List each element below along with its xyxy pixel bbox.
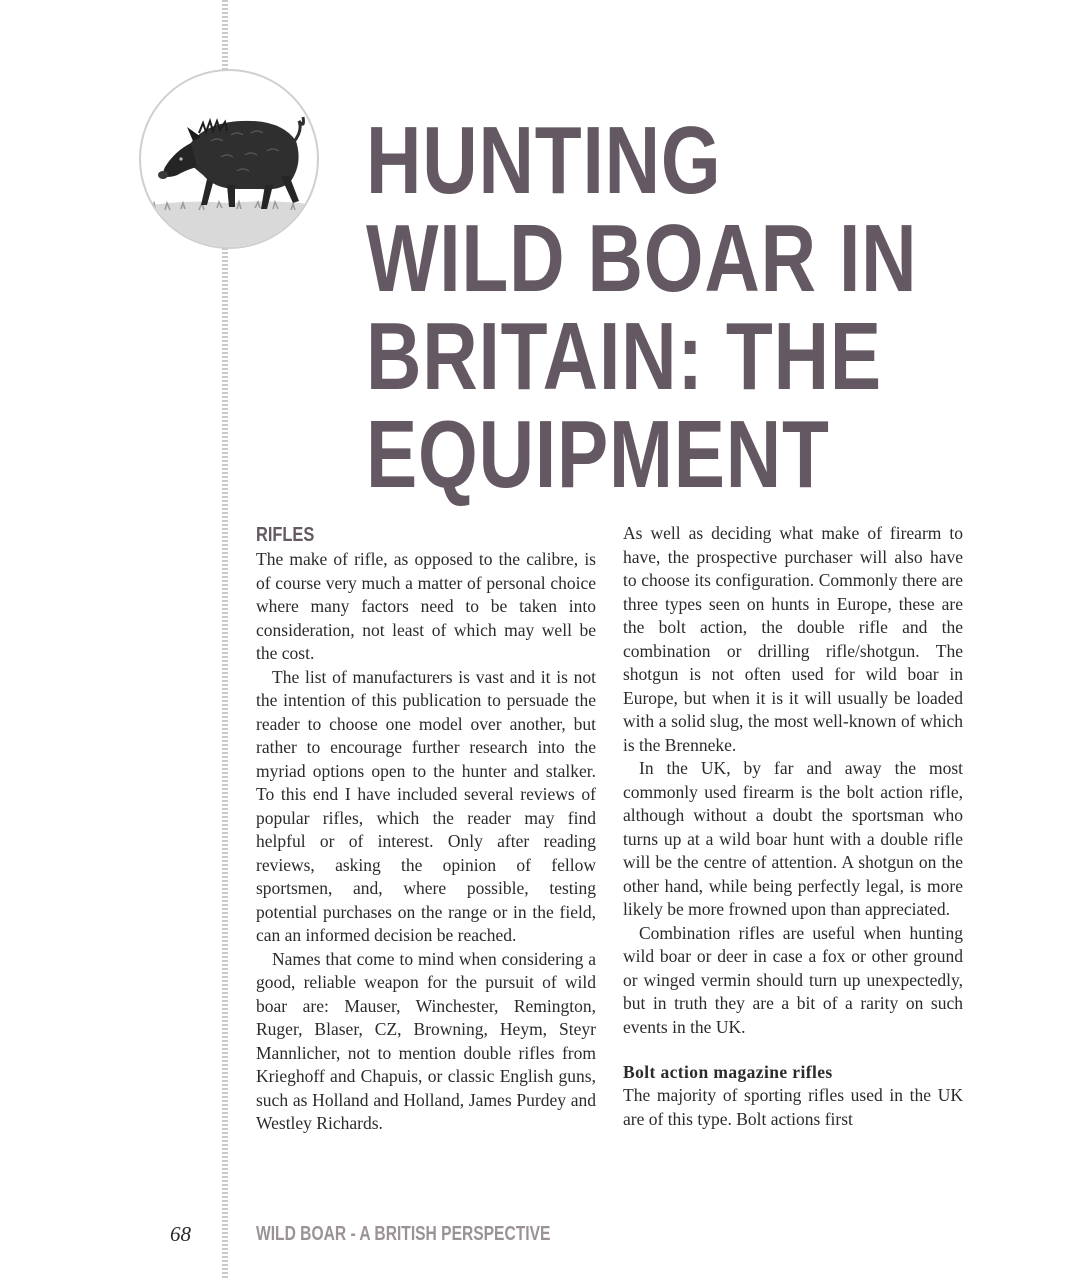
subheading-bolt-action: Bolt action magazine rifles xyxy=(623,1062,833,1082)
left-text-column xyxy=(256,522,596,1136)
body-paragraph: The majority of sporting rifles used in the UK are of this type. Bolt actions first xyxy=(623,1085,963,1129)
section-heading-rifles: RIFLES xyxy=(256,524,315,546)
body-paragraph: The make of rifle, as opposed to the calibre, is of course very much a matter of personal choice where many factors need to be taken into consideration, not least of which may well be the cost. xyxy=(256,549,596,663)
title-line-3: BRITAIN: THE xyxy=(366,303,882,410)
running-footer-title: WILD BOAR - A BRITISH PERSPECTIVE xyxy=(256,1223,551,1245)
article-title xyxy=(366,107,918,508)
page-number: 68 xyxy=(170,1222,191,1246)
body-paragraph: Combination rifles are useful when hunting wild boar or deer in case a fox or other ground or winged vermin should turn up unexpectedly, but in truth they are a bit of a rarity on such events in the UK. xyxy=(623,922,963,1037)
right-text-column xyxy=(623,522,963,1131)
body-paragraph: As well as deciding what make of firearm to have, the prospective purchaser will also have to choose its configuration. Commonly there are three types seen on hunts in Europe, these are the bolt action, the double rifle and the combination or drilling rifle/shotgun. The shotgun is not often used for wild boar in Europe, but when it is it will usually be loaded with a solid slug, the most well-known of which is the Brenneke. xyxy=(623,523,963,755)
title-line-2: WILD BOAR IN xyxy=(366,205,918,312)
body-paragraph: The list of manufacturers is vast and it is not the intention of this publication to persuade the reader to choose one model over another, but rather to encourage further research into the myriad options open to the hunter and stalker. To this end I have included several reviews of popular rifles, which the reader may find helpful or of interest. Only after reading reviews, asking the opinion of fellow sportsmen, and, where possible, testing potential purchases on the range or in the field, can an informed decision be reached. xyxy=(256,666,596,945)
wild-boar-illustration xyxy=(139,69,319,249)
title-line-1: HUNTING xyxy=(366,107,722,214)
title-line-4: EQUIPMENT xyxy=(366,401,830,508)
body-paragraph: Names that come to mind when considering a good, reliable weapon for the pursuit of wild boar are: Mauser, Winchester, Remington, Ruger, Blaser, CZ, Browning, Heym, Steyr Mannlicher, not to mention double rifles from Krieghoff and Chapuis, or classic English guns, such as Holland and Holland, James Purdey and Westley Richards. xyxy=(256,948,596,1133)
boar-icon xyxy=(141,71,317,247)
body-paragraph: In the UK, by far and away the most commonly used firearm is the bolt action rifle, although without a doubt the sportsman who turns up at a wild boar hunt with a double rifle will be the centre of attention. A shotgun on the other hand, while being perfectly legal, is more likely be more frowned upon than appreciated. xyxy=(623,758,963,919)
